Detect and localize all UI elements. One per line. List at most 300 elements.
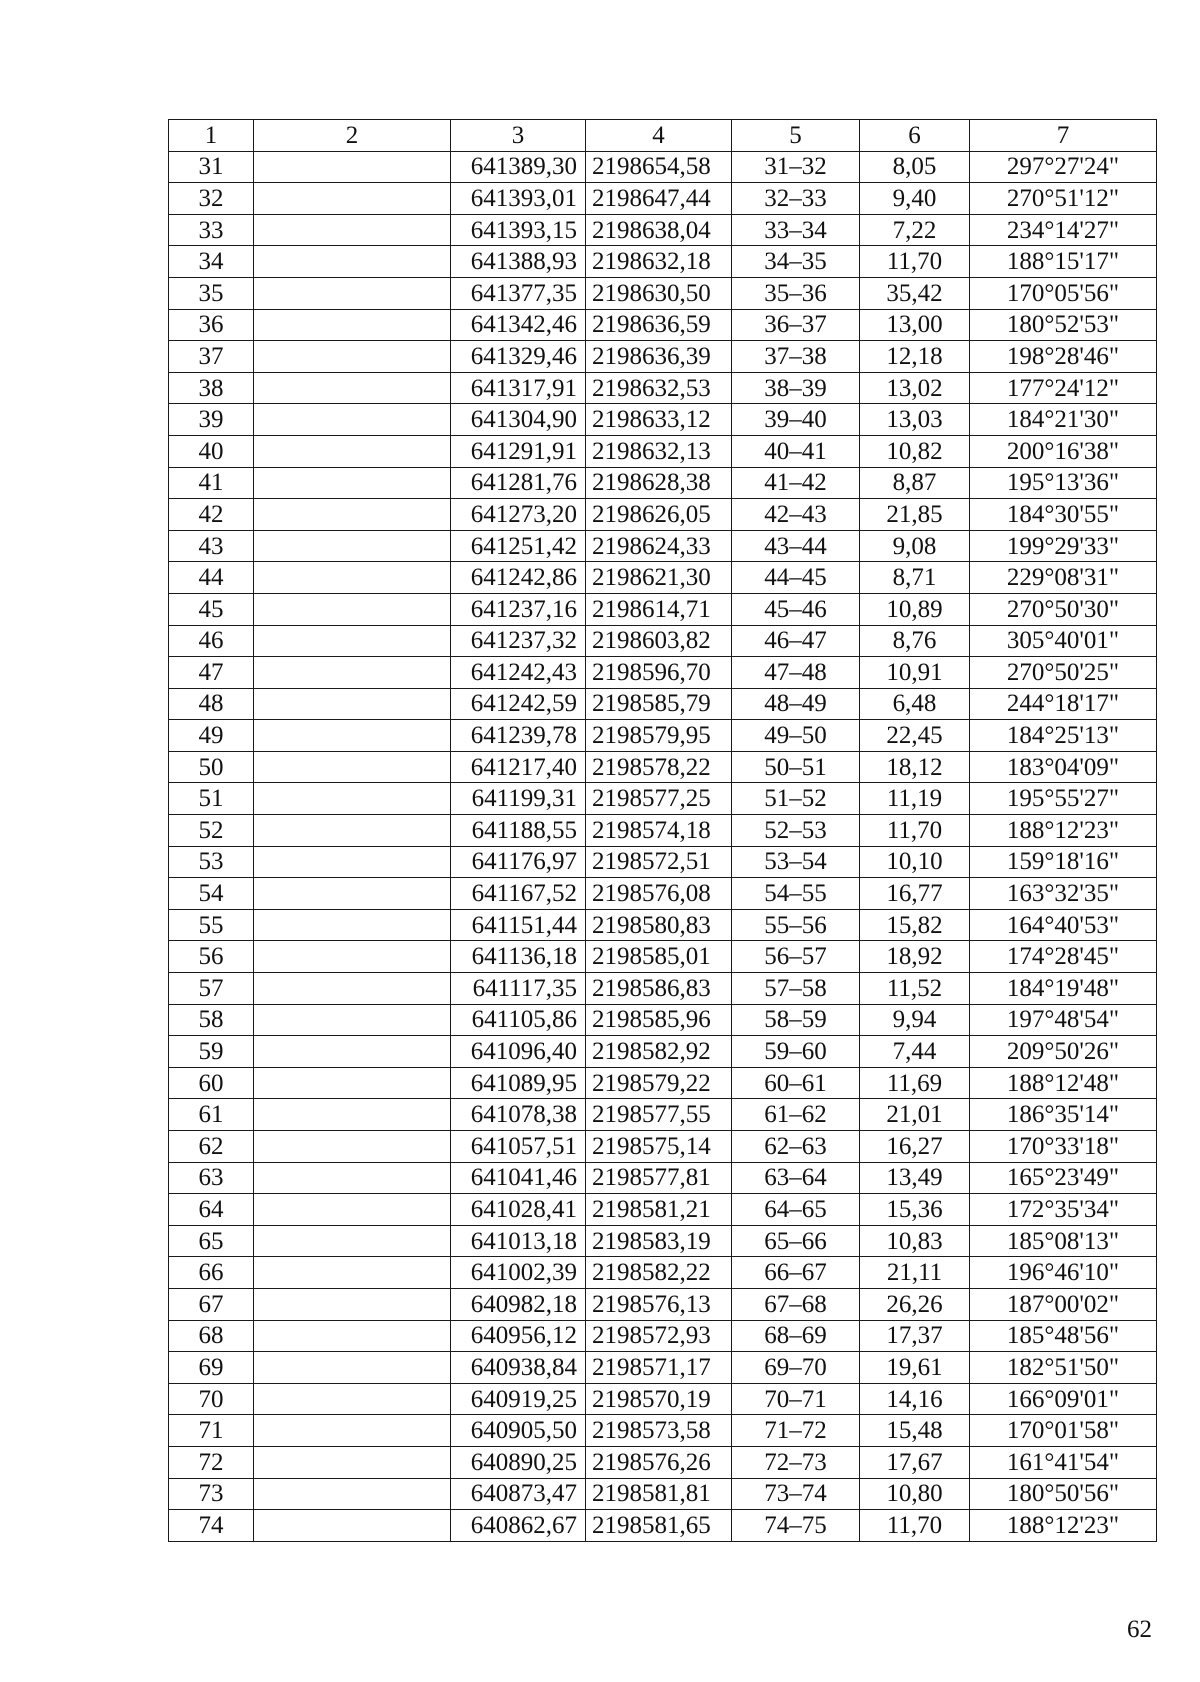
note-cell bbox=[254, 909, 451, 941]
note-cell bbox=[254, 277, 451, 309]
table-row bbox=[169, 1478, 1157, 1510]
y-coordinate-cell: 2198596,70 bbox=[586, 657, 732, 689]
bearing-cell: 270°50'25" bbox=[970, 657, 1157, 689]
table-row bbox=[169, 183, 1157, 215]
note-cell bbox=[254, 1510, 451, 1542]
segment-cell: 66–67 bbox=[732, 1257, 860, 1289]
table-row bbox=[169, 404, 1157, 436]
segment-cell: 45–46 bbox=[732, 593, 860, 625]
segment-cell: 42–43 bbox=[732, 499, 860, 531]
segment-cell: 33–34 bbox=[732, 214, 860, 246]
segment-cell: 62–63 bbox=[732, 1131, 860, 1163]
table-row bbox=[169, 751, 1157, 783]
segment-cell: 71–72 bbox=[732, 1415, 860, 1447]
x-coordinate-cell: 641242,43 bbox=[451, 657, 586, 689]
note-cell bbox=[254, 1446, 451, 1478]
point-number-cell: 60 bbox=[169, 1067, 254, 1099]
x-coordinate-cell: 641105,86 bbox=[451, 1004, 586, 1036]
bearing-cell: 174°28'45" bbox=[970, 941, 1157, 973]
bearing-cell: 159°18'16" bbox=[970, 846, 1157, 878]
bearing-cell: 188°12'23" bbox=[970, 1510, 1157, 1542]
bearing-cell: 196°46'10" bbox=[970, 1257, 1157, 1289]
bearing-cell: 180°52'53" bbox=[970, 309, 1157, 341]
segment-cell: 47–48 bbox=[732, 657, 860, 689]
segment-cell: 43–44 bbox=[732, 530, 860, 562]
point-number-cell: 67 bbox=[169, 1288, 254, 1320]
y-coordinate-cell: 2198576,08 bbox=[586, 878, 732, 910]
x-coordinate-cell: 641377,35 bbox=[451, 277, 586, 309]
point-number-cell: 35 bbox=[169, 277, 254, 309]
table-row bbox=[169, 1194, 1157, 1226]
bearing-cell: 172°35'34" bbox=[970, 1194, 1157, 1226]
y-coordinate-cell: 2198581,81 bbox=[586, 1478, 732, 1510]
note-cell bbox=[254, 1036, 451, 1068]
x-coordinate-cell: 641002,39 bbox=[451, 1257, 586, 1289]
x-coordinate-cell: 641239,78 bbox=[451, 720, 586, 752]
x-coordinate-cell: 641317,91 bbox=[451, 372, 586, 404]
bearing-cell: 195°13'36" bbox=[970, 467, 1157, 499]
segment-cell: 36–37 bbox=[732, 309, 860, 341]
table-row bbox=[169, 625, 1157, 657]
x-coordinate-cell: 641242,59 bbox=[451, 688, 586, 720]
x-coordinate-cell: 641251,42 bbox=[451, 530, 586, 562]
table-row bbox=[169, 309, 1157, 341]
note-cell bbox=[254, 151, 451, 183]
x-coordinate-cell: 641342,46 bbox=[451, 309, 586, 341]
table-row bbox=[169, 1510, 1157, 1542]
x-coordinate-cell: 641188,55 bbox=[451, 815, 586, 847]
bearing-cell: 177°24'12" bbox=[970, 372, 1157, 404]
bearing-cell: 163°32'35" bbox=[970, 878, 1157, 910]
length-cell: 21,11 bbox=[860, 1257, 970, 1289]
segment-cell: 53–54 bbox=[732, 846, 860, 878]
table-row bbox=[169, 562, 1157, 594]
bearing-cell: 198°28'46" bbox=[970, 341, 1157, 373]
x-coordinate-cell: 641217,40 bbox=[451, 751, 586, 783]
note-cell bbox=[254, 1004, 451, 1036]
length-cell: 13,49 bbox=[860, 1162, 970, 1194]
segment-cell: 41–42 bbox=[732, 467, 860, 499]
point-number-cell: 45 bbox=[169, 593, 254, 625]
y-coordinate-cell: 2198571,17 bbox=[586, 1352, 732, 1384]
x-coordinate-cell: 640956,12 bbox=[451, 1320, 586, 1352]
bearing-cell: 170°01'58" bbox=[970, 1415, 1157, 1447]
bearing-cell: 297°27'24" bbox=[970, 151, 1157, 183]
bearing-cell: 188°12'48" bbox=[970, 1067, 1157, 1099]
point-number-cell: 50 bbox=[169, 751, 254, 783]
bearing-cell: 161°41'54" bbox=[970, 1446, 1157, 1478]
note-cell bbox=[254, 246, 451, 278]
segment-cell: 69–70 bbox=[732, 1352, 860, 1384]
length-cell: 13,02 bbox=[860, 372, 970, 404]
segment-cell: 65–66 bbox=[732, 1225, 860, 1257]
bearing-cell: 209°50'26" bbox=[970, 1036, 1157, 1068]
point-number-cell: 48 bbox=[169, 688, 254, 720]
length-cell: 18,12 bbox=[860, 751, 970, 783]
bearing-cell: 180°50'56" bbox=[970, 1478, 1157, 1510]
length-cell: 18,92 bbox=[860, 941, 970, 973]
length-cell: 8,87 bbox=[860, 467, 970, 499]
point-number-cell: 49 bbox=[169, 720, 254, 752]
bearing-cell: 244°18'17" bbox=[970, 688, 1157, 720]
point-number-cell: 64 bbox=[169, 1194, 254, 1226]
length-cell: 8,71 bbox=[860, 562, 970, 594]
table-row bbox=[169, 341, 1157, 373]
note-cell bbox=[254, 404, 451, 436]
note-cell bbox=[254, 309, 451, 341]
note-cell bbox=[254, 1194, 451, 1226]
length-cell: 9,08 bbox=[860, 530, 970, 562]
note-cell bbox=[254, 688, 451, 720]
note-cell bbox=[254, 1131, 451, 1163]
y-coordinate-cell: 2198578,22 bbox=[586, 751, 732, 783]
segment-cell: 74–75 bbox=[732, 1510, 860, 1542]
point-number-cell: 73 bbox=[169, 1478, 254, 1510]
note-cell bbox=[254, 183, 451, 215]
point-number-cell: 58 bbox=[169, 1004, 254, 1036]
y-coordinate-cell: 2198572,51 bbox=[586, 846, 732, 878]
point-number-cell: 62 bbox=[169, 1131, 254, 1163]
x-coordinate-cell: 641089,95 bbox=[451, 1067, 586, 1099]
note-cell bbox=[254, 783, 451, 815]
header-cell-5: 5 bbox=[732, 120, 860, 152]
bearing-cell: 183°04'09" bbox=[970, 751, 1157, 783]
y-coordinate-cell: 2198632,13 bbox=[586, 435, 732, 467]
page-number: 62 bbox=[1127, 1616, 1152, 1643]
note-cell bbox=[254, 1162, 451, 1194]
segment-cell: 67–68 bbox=[732, 1288, 860, 1320]
point-number-cell: 38 bbox=[169, 372, 254, 404]
y-coordinate-cell: 2198585,01 bbox=[586, 941, 732, 973]
length-cell: 21,85 bbox=[860, 499, 970, 531]
header-cell-1: 1 bbox=[169, 120, 254, 152]
note-cell bbox=[254, 1067, 451, 1099]
note-cell bbox=[254, 1478, 451, 1510]
y-coordinate-cell: 2198573,58 bbox=[586, 1415, 732, 1447]
x-coordinate-cell: 641199,31 bbox=[451, 783, 586, 815]
segment-cell: 40–41 bbox=[732, 435, 860, 467]
point-number-cell: 61 bbox=[169, 1099, 254, 1131]
y-coordinate-cell: 2198614,71 bbox=[586, 593, 732, 625]
length-cell: 15,82 bbox=[860, 909, 970, 941]
x-coordinate-cell: 640938,84 bbox=[451, 1352, 586, 1384]
segment-cell: 35–36 bbox=[732, 277, 860, 309]
x-coordinate-cell: 641273,20 bbox=[451, 499, 586, 531]
point-number-cell: 33 bbox=[169, 214, 254, 246]
table-row bbox=[169, 1415, 1157, 1447]
point-number-cell: 56 bbox=[169, 941, 254, 973]
y-coordinate-cell: 2198579,95 bbox=[586, 720, 732, 752]
table-row bbox=[169, 1225, 1157, 1257]
bearing-cell: 234°14'27" bbox=[970, 214, 1157, 246]
note-cell bbox=[254, 372, 451, 404]
x-coordinate-cell: 641304,90 bbox=[451, 404, 586, 436]
y-coordinate-cell: 2198570,19 bbox=[586, 1383, 732, 1415]
length-cell: 17,67 bbox=[860, 1446, 970, 1478]
bearing-cell: 200°16'38" bbox=[970, 435, 1157, 467]
point-number-cell: 31 bbox=[169, 151, 254, 183]
note-cell bbox=[254, 593, 451, 625]
point-number-cell: 53 bbox=[169, 846, 254, 878]
table-body bbox=[169, 120, 1157, 1542]
x-coordinate-cell: 641237,16 bbox=[451, 593, 586, 625]
point-number-cell: 40 bbox=[169, 435, 254, 467]
length-cell: 15,36 bbox=[860, 1194, 970, 1226]
note-cell bbox=[254, 1383, 451, 1415]
table-row bbox=[169, 467, 1157, 499]
x-coordinate-cell: 640919,25 bbox=[451, 1383, 586, 1415]
y-coordinate-cell: 2198577,55 bbox=[586, 1099, 732, 1131]
x-coordinate-cell: 640905,50 bbox=[451, 1415, 586, 1447]
y-coordinate-cell: 2198636,59 bbox=[586, 309, 732, 341]
x-coordinate-cell: 640873,47 bbox=[451, 1478, 586, 1510]
y-coordinate-cell: 2198632,18 bbox=[586, 246, 732, 278]
point-number-cell: 70 bbox=[169, 1383, 254, 1415]
bearing-cell: 188°15'17" bbox=[970, 246, 1157, 278]
segment-cell: 72–73 bbox=[732, 1446, 860, 1478]
note-cell bbox=[254, 530, 451, 562]
table-row bbox=[169, 973, 1157, 1005]
note-cell bbox=[254, 1288, 451, 1320]
point-number-cell: 63 bbox=[169, 1162, 254, 1194]
header-cell-3: 3 bbox=[451, 120, 586, 152]
length-cell: 11,70 bbox=[860, 1510, 970, 1542]
segment-cell: 60–61 bbox=[732, 1067, 860, 1099]
bearing-cell: 195°55'27" bbox=[970, 783, 1157, 815]
y-coordinate-cell: 2198579,22 bbox=[586, 1067, 732, 1099]
segment-cell: 61–62 bbox=[732, 1099, 860, 1131]
y-coordinate-cell: 2198603,82 bbox=[586, 625, 732, 657]
x-coordinate-cell: 641176,97 bbox=[451, 846, 586, 878]
point-number-cell: 65 bbox=[169, 1225, 254, 1257]
length-cell: 11,70 bbox=[860, 246, 970, 278]
x-coordinate-cell: 641242,86 bbox=[451, 562, 586, 594]
point-number-cell: 68 bbox=[169, 1320, 254, 1352]
point-number-cell: 46 bbox=[169, 625, 254, 657]
bearing-cell: 187°00'02" bbox=[970, 1288, 1157, 1320]
note-cell bbox=[254, 562, 451, 594]
table-row bbox=[169, 909, 1157, 941]
segment-cell: 38–39 bbox=[732, 372, 860, 404]
y-coordinate-cell: 2198654,58 bbox=[586, 151, 732, 183]
header-cell-2: 2 bbox=[254, 120, 451, 152]
segment-cell: 49–50 bbox=[732, 720, 860, 752]
length-cell: 11,19 bbox=[860, 783, 970, 815]
note-cell bbox=[254, 1320, 451, 1352]
length-cell: 8,05 bbox=[860, 151, 970, 183]
header-cell-4: 4 bbox=[586, 120, 732, 152]
x-coordinate-cell: 640890,25 bbox=[451, 1446, 586, 1478]
y-coordinate-cell: 2198628,38 bbox=[586, 467, 732, 499]
y-coordinate-cell: 2198580,83 bbox=[586, 909, 732, 941]
x-coordinate-cell: 641237,32 bbox=[451, 625, 586, 657]
bearing-cell: 188°12'23" bbox=[970, 815, 1157, 847]
point-number-cell: 54 bbox=[169, 878, 254, 910]
point-number-cell: 55 bbox=[169, 909, 254, 941]
header-cell-7: 7 bbox=[970, 120, 1157, 152]
table-row bbox=[169, 214, 1157, 246]
length-cell: 35,42 bbox=[860, 277, 970, 309]
x-coordinate-cell: 641389,30 bbox=[451, 151, 586, 183]
segment-cell: 58–59 bbox=[732, 1004, 860, 1036]
point-number-cell: 71 bbox=[169, 1415, 254, 1447]
table-row bbox=[169, 1004, 1157, 1036]
table-row bbox=[169, 783, 1157, 815]
segment-cell: 48–49 bbox=[732, 688, 860, 720]
x-coordinate-cell: 641281,76 bbox=[451, 467, 586, 499]
table-row bbox=[169, 372, 1157, 404]
coordinates-table bbox=[168, 119, 1157, 1542]
segment-cell: 68–69 bbox=[732, 1320, 860, 1352]
table-row bbox=[169, 815, 1157, 847]
note-cell bbox=[254, 214, 451, 246]
length-cell: 11,69 bbox=[860, 1067, 970, 1099]
point-number-cell: 39 bbox=[169, 404, 254, 436]
segment-cell: 37–38 bbox=[732, 341, 860, 373]
y-coordinate-cell: 2198633,12 bbox=[586, 404, 732, 436]
table-row bbox=[169, 1131, 1157, 1163]
table-row bbox=[169, 1067, 1157, 1099]
table-row bbox=[169, 435, 1157, 467]
length-cell: 10,82 bbox=[860, 435, 970, 467]
y-coordinate-cell: 2198621,30 bbox=[586, 562, 732, 594]
point-number-cell: 36 bbox=[169, 309, 254, 341]
bearing-cell: 184°21'30" bbox=[970, 404, 1157, 436]
table-row bbox=[169, 941, 1157, 973]
note-cell bbox=[254, 751, 451, 783]
x-coordinate-cell: 641393,01 bbox=[451, 183, 586, 215]
segment-cell: 34–35 bbox=[732, 246, 860, 278]
x-coordinate-cell: 641291,91 bbox=[451, 435, 586, 467]
bearing-cell: 170°33'18" bbox=[970, 1131, 1157, 1163]
note-cell bbox=[254, 435, 451, 467]
table-row bbox=[169, 688, 1157, 720]
length-cell: 8,76 bbox=[860, 625, 970, 657]
x-coordinate-cell: 641329,46 bbox=[451, 341, 586, 373]
bearing-cell: 184°25'13" bbox=[970, 720, 1157, 752]
y-coordinate-cell: 2198581,65 bbox=[586, 1510, 732, 1542]
segment-cell: 59–60 bbox=[732, 1036, 860, 1068]
bearing-cell: 270°50'30" bbox=[970, 593, 1157, 625]
bearing-cell: 184°19'48" bbox=[970, 973, 1157, 1005]
note-cell bbox=[254, 1352, 451, 1384]
bearing-cell: 270°51'12" bbox=[970, 183, 1157, 215]
note-cell bbox=[254, 467, 451, 499]
segment-cell: 63–64 bbox=[732, 1162, 860, 1194]
table-row bbox=[169, 1036, 1157, 1068]
length-cell: 13,00 bbox=[860, 309, 970, 341]
y-coordinate-cell: 2198632,53 bbox=[586, 372, 732, 404]
y-coordinate-cell: 2198574,18 bbox=[586, 815, 732, 847]
point-number-cell: 72 bbox=[169, 1446, 254, 1478]
bearing-cell: 197°48'54" bbox=[970, 1004, 1157, 1036]
length-cell: 17,37 bbox=[860, 1320, 970, 1352]
x-coordinate-cell: 641028,41 bbox=[451, 1194, 586, 1226]
y-coordinate-cell: 2198581,21 bbox=[586, 1194, 732, 1226]
table-row bbox=[169, 530, 1157, 562]
x-coordinate-cell: 641117,35 bbox=[451, 973, 586, 1005]
length-cell: 7,22 bbox=[860, 214, 970, 246]
note-cell bbox=[254, 1415, 451, 1447]
bearing-cell: 186°35'14" bbox=[970, 1099, 1157, 1131]
segment-cell: 70–71 bbox=[732, 1383, 860, 1415]
length-cell: 26,26 bbox=[860, 1288, 970, 1320]
bearing-cell: 305°40'01" bbox=[970, 625, 1157, 657]
y-coordinate-cell: 2198638,04 bbox=[586, 214, 732, 246]
table-row bbox=[169, 1352, 1157, 1384]
length-cell: 10,10 bbox=[860, 846, 970, 878]
note-cell bbox=[254, 341, 451, 373]
note-cell bbox=[254, 815, 451, 847]
length-cell: 9,40 bbox=[860, 183, 970, 215]
bearing-cell: 170°05'56" bbox=[970, 277, 1157, 309]
bearing-cell: 182°51'50" bbox=[970, 1352, 1157, 1384]
header-cell-6: 6 bbox=[860, 120, 970, 152]
length-cell: 10,83 bbox=[860, 1225, 970, 1257]
y-coordinate-cell: 2198585,79 bbox=[586, 688, 732, 720]
table-row bbox=[169, 1099, 1157, 1131]
x-coordinate-cell: 640862,67 bbox=[451, 1510, 586, 1542]
segment-cell: 73–74 bbox=[732, 1478, 860, 1510]
table-row bbox=[169, 593, 1157, 625]
point-number-cell: 59 bbox=[169, 1036, 254, 1068]
y-coordinate-cell: 2198586,83 bbox=[586, 973, 732, 1005]
length-cell: 10,91 bbox=[860, 657, 970, 689]
y-coordinate-cell: 2198577,81 bbox=[586, 1162, 732, 1194]
length-cell: 16,77 bbox=[860, 878, 970, 910]
table-row bbox=[169, 878, 1157, 910]
point-number-cell: 37 bbox=[169, 341, 254, 373]
length-cell: 11,52 bbox=[860, 973, 970, 1005]
bearing-cell: 185°08'13" bbox=[970, 1225, 1157, 1257]
bearing-cell: 185°48'56" bbox=[970, 1320, 1157, 1352]
segment-cell: 57–58 bbox=[732, 973, 860, 1005]
y-coordinate-cell: 2198636,39 bbox=[586, 341, 732, 373]
x-coordinate-cell: 641136,18 bbox=[451, 941, 586, 973]
x-coordinate-cell: 641167,52 bbox=[451, 878, 586, 910]
table-row bbox=[169, 1446, 1157, 1478]
point-number-cell: 47 bbox=[169, 657, 254, 689]
point-number-cell: 41 bbox=[169, 467, 254, 499]
y-coordinate-cell: 2198624,33 bbox=[586, 530, 732, 562]
point-number-cell: 57 bbox=[169, 973, 254, 1005]
point-number-cell: 42 bbox=[169, 499, 254, 531]
length-cell: 22,45 bbox=[860, 720, 970, 752]
x-coordinate-cell: 641096,40 bbox=[451, 1036, 586, 1068]
length-cell: 6,48 bbox=[860, 688, 970, 720]
note-cell bbox=[254, 941, 451, 973]
bearing-cell: 166°09'01" bbox=[970, 1383, 1157, 1415]
point-number-cell: 74 bbox=[169, 1510, 254, 1542]
bearing-cell: 199°29'33" bbox=[970, 530, 1157, 562]
length-cell: 7,44 bbox=[860, 1036, 970, 1068]
table-row bbox=[169, 1320, 1157, 1352]
table-row bbox=[169, 657, 1157, 689]
x-coordinate-cell: 641057,51 bbox=[451, 1131, 586, 1163]
point-number-cell: 66 bbox=[169, 1257, 254, 1289]
y-coordinate-cell: 2198585,96 bbox=[586, 1004, 732, 1036]
point-number-cell: 34 bbox=[169, 246, 254, 278]
segment-cell: 51–52 bbox=[732, 783, 860, 815]
length-cell: 21,01 bbox=[860, 1099, 970, 1131]
x-coordinate-cell: 641041,46 bbox=[451, 1162, 586, 1194]
point-number-cell: 44 bbox=[169, 562, 254, 594]
table-row bbox=[169, 151, 1157, 183]
table-row bbox=[169, 720, 1157, 752]
y-coordinate-cell: 2198583,19 bbox=[586, 1225, 732, 1257]
bearing-cell: 184°30'55" bbox=[970, 499, 1157, 531]
table-row bbox=[169, 499, 1157, 531]
